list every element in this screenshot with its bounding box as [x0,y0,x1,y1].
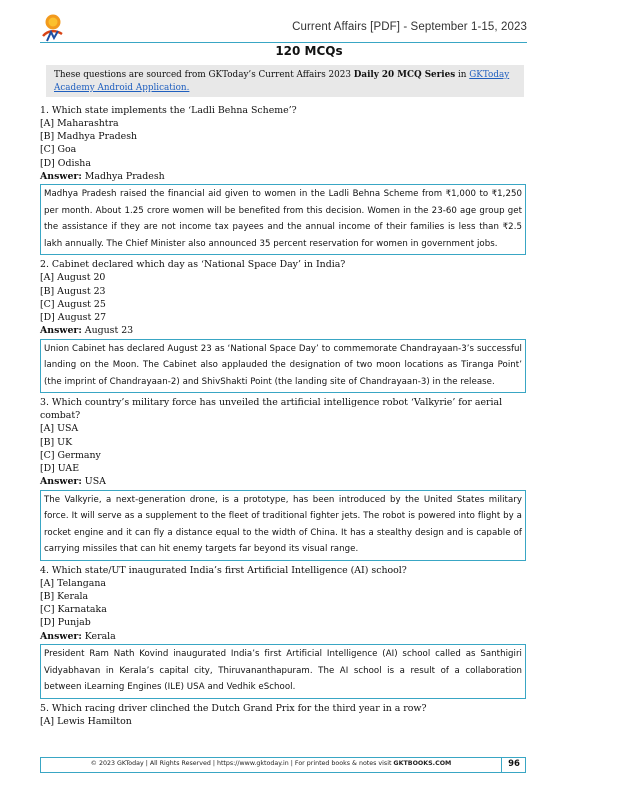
page-title: 120 MCQs [275,44,343,58]
option: [B] August 23 [40,285,106,297]
answer-value: Kerala [81,630,116,642]
answer-label: Answer: [40,170,82,182]
question-block [40,396,526,560]
option: [B] Madhya Pradesh [40,131,138,143]
answer-label: Answer: [40,476,82,488]
option: [B] UK [40,436,73,448]
explanation-box: The Valkyrie, a next-generation drone, is a prototype, has been introduced by the United States military force. It will serve as a supplement to the fleet of traditional fighter jets. The robot is powered into flight by a rocket engine and it can fly a distance equal to the width of China. It has a stealthy design and is capable of carrying missiles that can hit enemy targets far beyond its visual range. [40,490,526,561]
explanation-box: President Ram Nath Kovind inaugurated India’s first Artificial Intelligence (AI) school called as Santhigiri Vidyabhavan in Kerala’s capital city, Thiruvananthapuram. The AI school is a result of a collaboration between iLearning Engines (ILE) USA and Vedhik eSchool. [40,644,526,699]
option: [D] Punjab [40,617,91,629]
answer-label: Answer: [40,325,82,337]
answer-line [40,170,526,184]
option: [A] Lewis Hamilton [40,715,132,727]
header-divider [40,42,527,43]
answer-line [40,324,526,338]
option: [C] Goa [40,144,77,156]
document-header-title: Current Affairs [PDF] - September 1-15, 2023 [292,21,527,33]
explanation-box: Madhya Pradesh raised the financial aid given to women in the Ladli Behna Scheme from ₹1,000 to ₹1,250 per month. About 1.25 crore women will be benefited from this decision. Women in the 23-60 age group get the assistance if they are not income tax payees and the annual income of their families is less than ₹2.5 lakh annually. The Chief Minister also announced 35 percent reservation for women in government jobs. [40,184,526,255]
option: [C] August 25 [40,298,106,310]
question-text: 3. Which country’s military force has unveiled the artificial intelligence robot ‘Valkyrie’ for aerial combat? [40,397,503,422]
option: [A] August 20 [40,272,106,284]
footer-copyright: © 2023 GKToday | All Rights Reserved | https://www.gktoday.in | For printed books & notes visit [90,760,394,767]
option: [D] August 27 [40,312,107,324]
answer-line [40,630,526,644]
question-text: 2. Cabinet declared which day as ‘National Space Day’ in India? [40,259,346,271]
question-block [40,258,526,393]
explanation-box: Union Cabinet has declared August 23 as ‘National Space Day’ to commemorate Chandrayaan-3’s successful landing on the Moon. The Cabinet also applauded the designation of two moon locations as Tiranga Point’ (the imprint of Chandrayaan-2) and ShivShakti Point (the landing site of Chandrayaan-3) in the release. [40,339,526,394]
intro-series-name: Daily 20 MCQ Series [353,70,456,80]
option: [C] Karnataka [40,604,107,616]
questions-list [40,104,526,728]
option: [D] UAE [40,462,80,474]
page-header [40,8,527,42]
answer-value: USA [81,476,106,488]
question-block [40,564,526,699]
question-text: 4. Which state/UT inaugurated India’s first Artificial Intelligence (AI) school? [40,564,407,576]
answer-label: Answer: [40,630,82,642]
page-number: 96 [508,759,520,769]
question-block [40,702,526,728]
question-block [40,104,526,255]
option: [A] USA [40,423,79,435]
intro-box [46,65,524,97]
option: [A] Telangana [40,577,106,589]
footer-text [41,760,501,767]
answer-value: Madhya Pradesh [81,170,165,182]
intro-text: These questions are sourced from GKToday’s Current Affairs 2023 [54,70,354,80]
app-link[interactable]: GKToday Academy Android Application. [54,70,510,93]
option: [D] Odisha [40,157,91,169]
answer-line [40,475,526,489]
page-footer [40,757,526,773]
footer-site[interactable]: GKTBOOKS.COM [393,760,452,767]
gktoday-logo-icon [40,12,66,42]
option: [A] Maharashtra [40,118,119,129]
intro-mid-text: in [455,70,470,80]
question-text: 5. Which racing driver clinched the Dutch Grand Prix for the third year in a row? [40,702,427,714]
question-text: 1. Which state implements the ‘Ladli Behna Scheme’? [40,105,297,116]
option: [C] Germany [40,449,101,461]
answer-value: August 23 [81,325,134,337]
option: [B] Kerala [40,590,89,602]
